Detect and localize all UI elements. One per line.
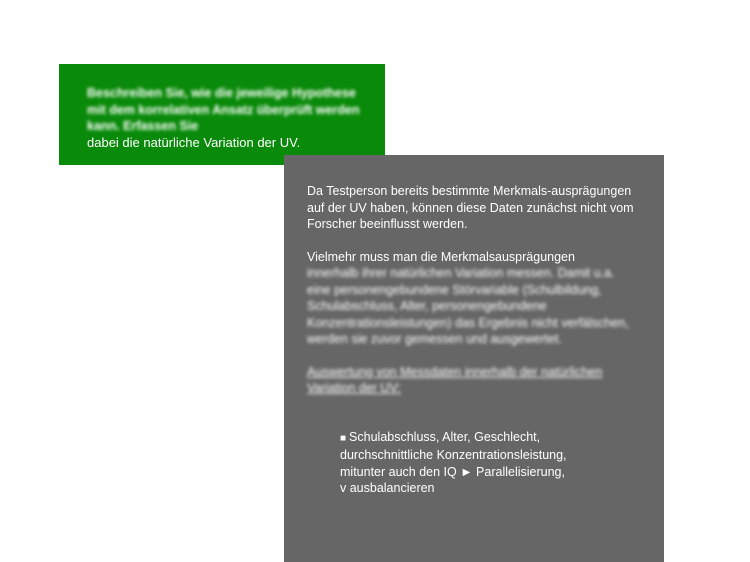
answer-box: [284, 155, 664, 562]
bullet-item: [340, 429, 634, 497]
analysis-heading: Auswertung von Messdaten innerhalb der natürlichen Variation der UV:: [307, 364, 603, 395]
answer-paragraph-2-blurred: innerhalb ihrer natürlichen Variation messen. Damit u.a. eine personengebundene Störvariable (Schulbildung, Schulabschluss, Alter, personengebundene Konzentrationsleistungen) das Ergebnis nicht verfälschen, werden sie zuvor gemessen und ausgewertet.: [307, 266, 629, 346]
bullet-text: Schulabschluss, Alter, Geschlecht, durchschnittliche Konzentrationsleistung, mitunter auch den IQ ► Parallelisierung, v ausbalancieren: [340, 429, 567, 495]
bullet-square-icon: ■: [340, 432, 347, 444]
task-text-visible: dabei die natürliche Variation der UV.: [87, 134, 301, 150]
task-text-blurred: Beschreiben Sie, wie die jeweilige Hypothese mit dem korrelativen Ansatz überprüft werden kann. Erfassen Sie: [87, 86, 360, 133]
task-box: [59, 64, 385, 165]
answer-paragraph-1: Da Testperson bereits bestimmte Merkmals-ausprägungen auf der UV haben, können diese Daten zunächst nicht vom Forscher beeinflusst werden.: [307, 184, 634, 231]
answer-paragraph-2-visible: Vielmehr muss man die Merkmalsausprägungen: [307, 249, 575, 264]
